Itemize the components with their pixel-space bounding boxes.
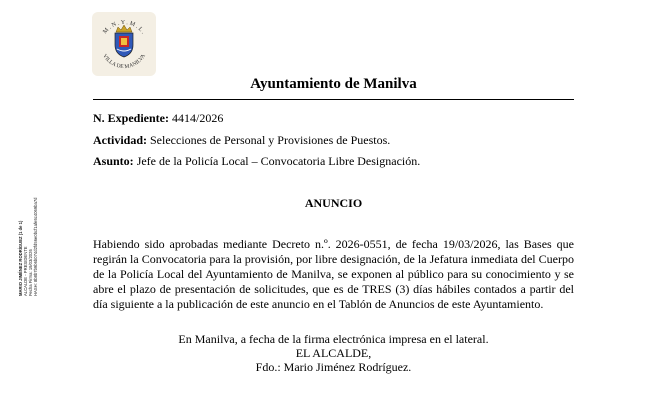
municipal-coat-of-arms-icon [92, 12, 156, 76]
asunto-label: Asunto: [93, 154, 134, 168]
expediente-value: 4414/2026 [172, 111, 224, 125]
actividad-label: Actividad: [93, 133, 147, 147]
signature-date: Fecha Firma: 19/03/2026 [28, 249, 33, 296]
logo-bottom-text: VILLA DE MANILVA [101, 53, 147, 71]
closing-role: EL ALCALDE, [295, 346, 372, 360]
expediente-field [93, 111, 223, 126]
closing-signature: Fdo.: Mario Jiménez Rodríguez. [255, 360, 412, 374]
signer-role: ALCALDE - PRESIDENTE [23, 246, 28, 296]
logo-top-text: M . N . Y . M . L . [102, 19, 146, 36]
expediente-label: N. Expediente: [93, 111, 169, 125]
actividad-value: Selecciones de Personal y Provisiones de Puestos. [150, 133, 391, 147]
electronic-signature-stamp [18, 96, 38, 296]
coat-of-arms-icon [92, 12, 156, 76]
announcement-body: Habiendo sido aprobadas mediante Decreto n.º. 2026-0551, de fecha 19/03/2026, las Bases que regirán la Convocatoria para la provisión, por libre designación, de la Jefatura inmediata del Cuerpo de la Policía Local del Ayuntamiento de Manilva, se exponen al público para su conocimiento y se abre el plazo de presentación de solicitudes, que es de TRES (3) días hábiles contados a partir del día siguiente a la publicación de este anuncio en el Tablón de Anuncios de este Ayuntamiento. [93, 237, 574, 312]
closing-place-date: En Manilva, a fecha de la firma electrónica impresa en el lateral. [178, 332, 489, 346]
asunto-field [93, 154, 420, 169]
page-title: Ayuntamiento de Manilva [250, 76, 417, 92]
signature-hash: HASH: 8b8b7b9b6b074d2fd56e0bcf1afe5c4069ba7d [33, 197, 38, 296]
announcement-heading: ANUNCIO [304, 196, 363, 210]
title-divider [93, 99, 574, 100]
actividad-field [93, 133, 390, 148]
signer-name: MARIO JIMÉNEZ RODRÍGUEZ (1 de 1) [18, 220, 23, 296]
asunto-value: Jefe de la Policía Local – Convocatoria Libre Designación. [136, 154, 421, 168]
